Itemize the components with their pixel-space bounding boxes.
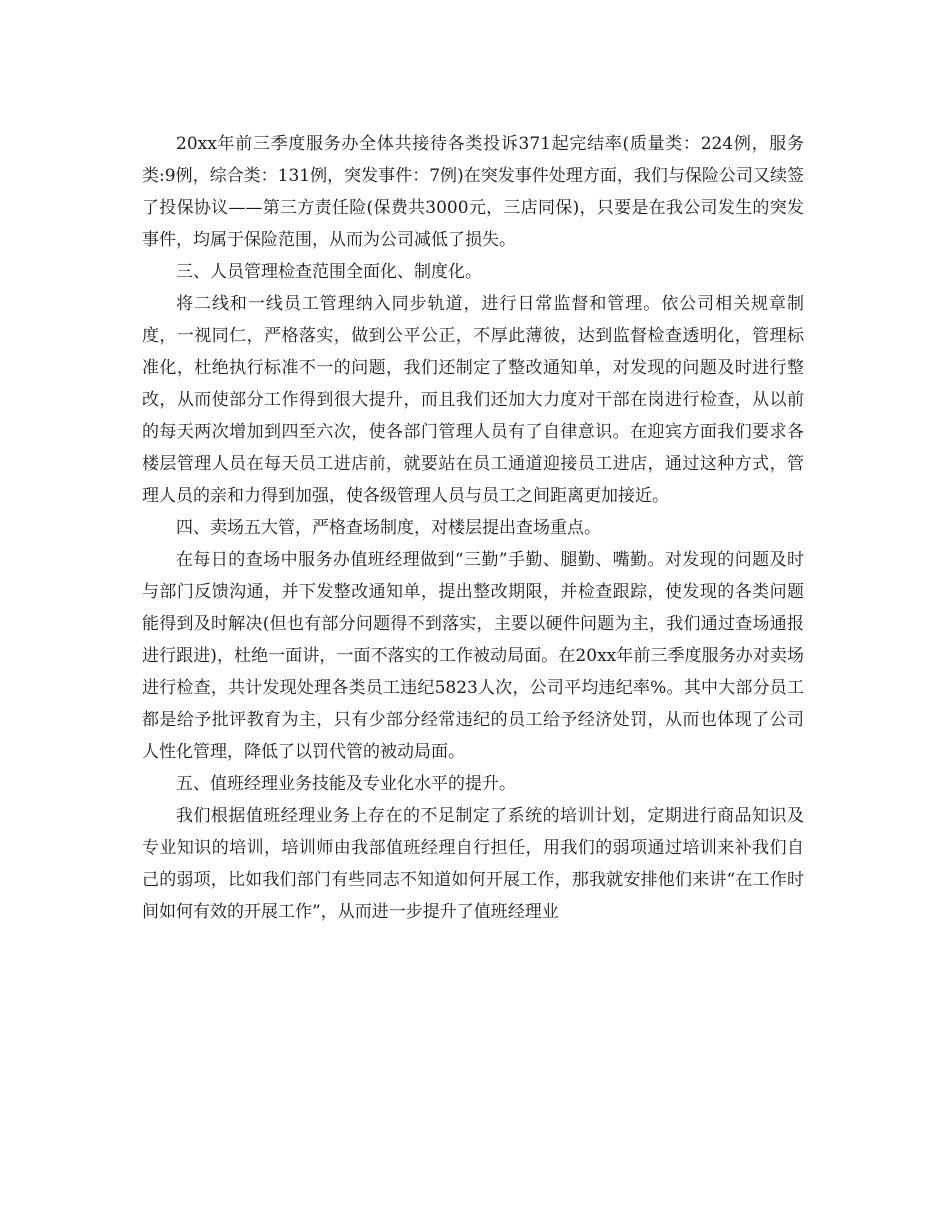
paragraph-complaints-summary: 20xx年前三季度服务办全体共接待各类投诉371起完结率(质量类：224例，服务类:9例，综合类：131例，突发事件：7例)在突发事件处理方面，我们与保险公司又续签了投保协议——第三方责任险(保费共3000元，三店同保)，只要是在我公司发生的突发事件，均属于保险范围，从而为公司减低了损失。: [142, 134, 804, 250]
document-body: [142, 128, 804, 928]
paragraph-staff-management: 将二线和一线员工管理纳入同步轨道，进行日常监督和管理。依公司相关规章制度，一视同仁，严格落实，做到公平公正，不厚此薄彼，达到监督检查透明化，管理标准化，杜绝执行标准不一的问题，我们还制定了整改通知单，对发现的问题及时进行整改，从而使部分工作得到很大提升，而且我们还加大力度对干部在岗进行检查，从以前的每天两次增加到四至六次，使各部门管理人员有了自律意识。在迎宾方面我们要求各楼层管理人员在每天员工进店前，就要站在员工通道迎接员工进店，通过这种方式，管理人员的亲和力得到加强，使各级管理人员与员工之间距离更加接近。: [142, 294, 804, 506]
section-heading-staff-management: 三、人员管理检查范围全面化、制度化。: [176, 262, 482, 282]
paragraph-manager-training: 我们根据值班经理业务上存在的不足制定了系统的培训计划，定期进行商品知识及专业知识的培训，培训师由我部值班经理自行担任，用我们的弱项通过培训来补我们自己的弱项，比如我们部门有些同志不知道如何开展工作，那我就安排他们来讲“在工作时间如何有效的开展工作”，从而进一步提升了值班经理业: [142, 806, 804, 922]
section-heading-store-inspection: 四、卖场五大管，严格查场制度，对楼层提出查场重点。: [176, 518, 601, 538]
paragraph-store-inspection: 在每日的查场中服务办值班经理做到“三勤”手勤、腿勤、嘴勤。对发现的问题及时与部门反馈沟通，并下发整改通知单，提出整改期限，并检查跟踪，使发现的各类问题能得到及时解决(但也有部分问题得不到落实，主要以硬件问题为主，我们通过查场通报进行跟进)，杜绝一面讲，一面不落实的工作被动局面。在20xx年前三季度服务办对卖场进行检查，共计发现处理各类员工违纪5823人次，公司平均违纪率%。其中大部分员工都是给予批评教育为主，只有少部分经常违纪的员工给予经济处罚，从而也体现了公司人性化管理，降低了以罚代管的被动局面。: [142, 550, 804, 762]
section-heading-manager-skills: 五、值班经理业务技能及专业化水平的提升。: [176, 774, 516, 794]
